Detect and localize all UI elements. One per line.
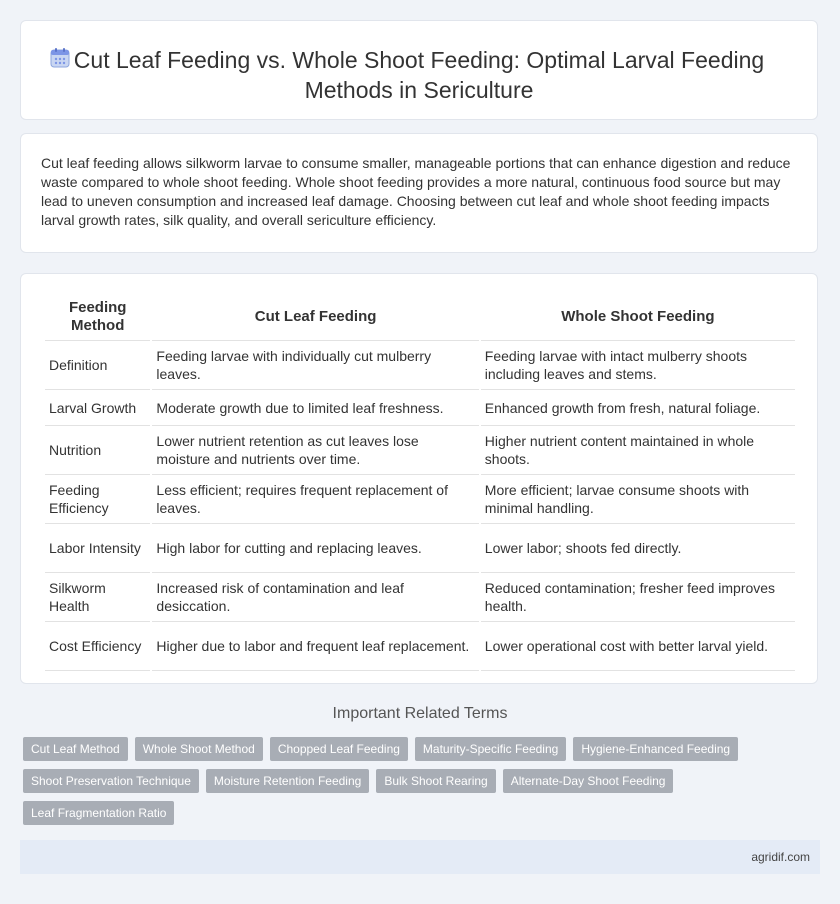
related-terms-list	[23, 737, 783, 825]
related-term-tag[interactable]: Alternate-Day Shoot Feeding	[503, 769, 674, 793]
whole-shoot-cell: Higher nutrient content maintained in whole shoots.	[481, 426, 795, 475]
whole-shoot-cell: Enhanced growth from fresh, natural foliage.	[481, 390, 795, 426]
table-row	[45, 390, 795, 426]
related-term-tag[interactable]: Whole Shoot Method	[135, 737, 263, 761]
cut-leaf-cell: Less efficient; requires frequent replacement of leaves.	[152, 475, 478, 524]
intro-paragraph: Cut leaf feeding allows silkworm larvae to consume smaller, manageable portions that can enhance digestion and reduce waste compared to whole shoot feeding. Whole shoot feeding provides a more natural, continuous food source but may lead to uneven consumption and increased leaf damage. Choosing between cut leaf and whole shoot feeding impacts larval growth rates, silk quality, and overall sericulture efficiency.	[41, 155, 791, 228]
related-term-tag[interactable]: Chopped Leaf Feeding	[270, 737, 408, 761]
related-term-tag[interactable]: Leaf Fragmentation Ratio	[23, 801, 174, 825]
cut-leaf-cell: Feeding larvae with individually cut mulberry leaves.	[152, 341, 478, 390]
footer-site-link[interactable]: agridif.com	[751, 850, 810, 864]
related-term-tag[interactable]: Cut Leaf Method	[23, 737, 128, 761]
related-term-tag[interactable]: Bulk Shoot Rearing	[376, 769, 495, 793]
row-label: Nutrition	[45, 426, 150, 475]
comparison-table	[43, 294, 797, 671]
cut-leaf-cell: Higher due to labor and frequent leaf replacement.	[152, 622, 478, 671]
cut-leaf-cell: High labor for cutting and replacing leaves.	[152, 524, 478, 573]
table-row	[45, 341, 795, 390]
table-row	[45, 524, 795, 573]
comparison-table-card	[20, 273, 818, 684]
cut-leaf-cell: Moderate growth due to limited leaf freshness.	[152, 390, 478, 426]
intro-card	[20, 133, 818, 253]
table-row	[45, 426, 795, 475]
cut-leaf-cell: Lower nutrient retention as cut leaves lose moisture and nutrients over time.	[152, 426, 478, 475]
row-label: Silkworm Health	[45, 573, 150, 622]
row-label: Labor Intensity	[45, 524, 150, 573]
row-label: Feeding Efficiency	[45, 475, 150, 524]
whole-shoot-cell: Lower labor; shoots fed directly.	[481, 524, 795, 573]
table-row	[45, 475, 795, 524]
row-label: Cost Efficiency	[45, 622, 150, 671]
related-term-tag[interactable]: Maturity-Specific Feeding	[415, 737, 566, 761]
title-card	[20, 20, 818, 120]
related-term-tag[interactable]: Hygiene-Enhanced Feeding	[573, 737, 738, 761]
row-label: Larval Growth	[45, 390, 150, 426]
whole-shoot-cell: Lower operational cost with better larval yield.	[481, 622, 795, 671]
table-row	[45, 573, 795, 622]
whole-shoot-cell: Reduced contamination; fresher feed improves health.	[481, 573, 795, 622]
related-term-tag[interactable]: Moisture Retention Feeding	[206, 769, 369, 793]
header-whole-shoot: Whole Shoot Feeding	[481, 294, 795, 341]
page-title: Cut Leaf Feeding vs. Whole Shoot Feeding: Optimal Larval Feeding Methods in Sericulture	[73, 47, 765, 103]
header-cut-leaf: Cut Leaf Feeding	[152, 294, 478, 341]
related-term-tag[interactable]: Shoot Preservation Technique	[23, 769, 199, 793]
header-feeding-method: Feeding Method	[45, 294, 150, 341]
related-terms-heading: Important Related Terms	[332, 705, 508, 722]
cut-leaf-cell: Increased risk of contamination and leaf desiccation.	[152, 573, 478, 622]
table-header-row	[45, 294, 795, 341]
table-row	[45, 622, 795, 671]
whole-shoot-cell: More efficient; larvae consume shoots with minimal handling.	[481, 475, 795, 524]
whole-shoot-cell: Feeding larvae with intact mulberry shoots including leaves and stems.	[481, 341, 795, 390]
row-label: Definition	[45, 341, 150, 390]
footer	[20, 840, 820, 874]
